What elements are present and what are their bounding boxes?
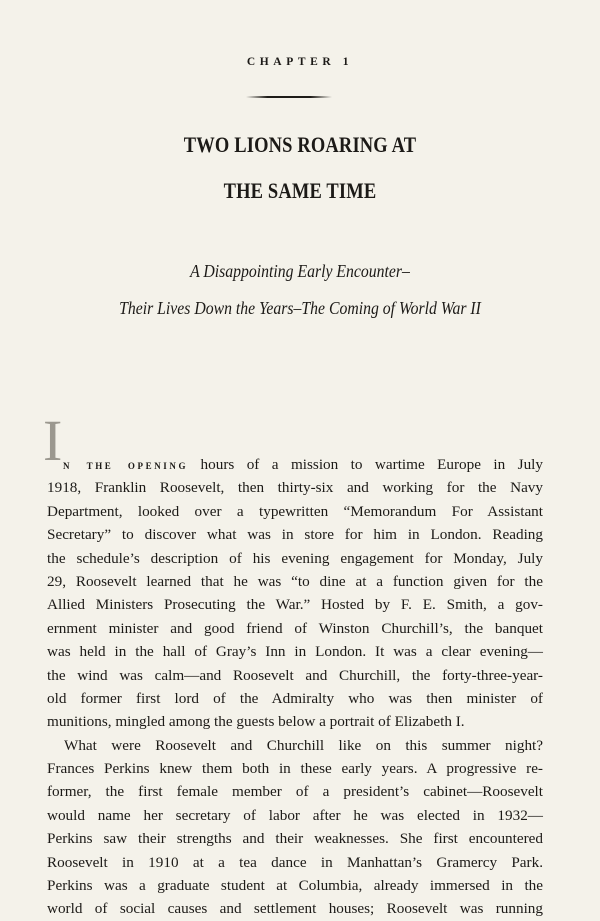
body-line: the wind was calm—and Roosevelt and Churchill, the forty-three-year- bbox=[47, 666, 543, 684]
body-line: the schedule’s description of his evening engagement for Monday, July bbox=[47, 549, 543, 567]
chapter-divider bbox=[246, 96, 332, 98]
body-line: Perkins saw their strengths and their weaknesses. She first encountered bbox=[47, 830, 543, 848]
body-line: Allied Ministers Prosecuting the War.” Hosted by F. E. Smith, a gov- bbox=[47, 596, 543, 614]
body-line: Roosevelt in 1910 at a tea dance in Manhattan’s Gramercy Park. bbox=[47, 853, 543, 871]
body-line: munitions, mingled among the guests below a portrait of Elizabeth I. bbox=[47, 713, 465, 731]
body-line: 1918, Franklin Roosevelt, then thirty-six and working for the Navy bbox=[47, 479, 543, 497]
body-line: n the opening hours of a mission to wartime Europe in July bbox=[63, 456, 543, 473]
body-text bbox=[47, 453, 543, 921]
body-line: Department, looked over a typewritten “Memorandum For Assistant bbox=[47, 502, 543, 520]
body-line: Perkins was a graduate student at Columbia, already immersed in the bbox=[47, 877, 543, 895]
opening-small-caps: n the opening bbox=[63, 457, 189, 472]
body-line: 29, Roosevelt learned that he was “to dine at a function given for the bbox=[47, 572, 543, 590]
body-line: former, the first female member of a president’s cabinet—Roosevelt bbox=[47, 783, 543, 801]
body-line: would name her secretary of labor after he was elected in 1932— bbox=[47, 806, 543, 824]
chapter-subtitle-line-2: Their Lives Down the Years–The Coming of World War II bbox=[119, 298, 481, 318]
chapter-label: CHAPTER 1 bbox=[246, 56, 354, 68]
body-line: was held in the hall of Gray’s Inn in London. It was a clear evening— bbox=[47, 643, 543, 661]
body-line: Frances Perkins knew them both in these early years. A progressive re- bbox=[47, 760, 543, 778]
body-line: Secretary” to discover what was in store for him in London. Reading bbox=[47, 526, 543, 544]
body-line: old former first lord of the Admiralty who was then minister of bbox=[47, 689, 543, 707]
body-line: ernment minister and good friend of Winston Churchill’s, the banquet bbox=[47, 619, 543, 637]
chapter-subtitle-line-1: A Disappointing Early Encounter– bbox=[190, 261, 410, 281]
chapter-title-line-1: TWO LIONS ROARING AT bbox=[183, 132, 417, 157]
chapter-title-line-2: THE SAME TIME bbox=[223, 178, 377, 203]
body-line: world of social causes and settlement houses; Roosevelt was running bbox=[47, 900, 543, 918]
body-line: What were Roosevelt and Churchill like on this summer night? bbox=[64, 736, 543, 754]
drop-cap: I bbox=[43, 408, 63, 473]
